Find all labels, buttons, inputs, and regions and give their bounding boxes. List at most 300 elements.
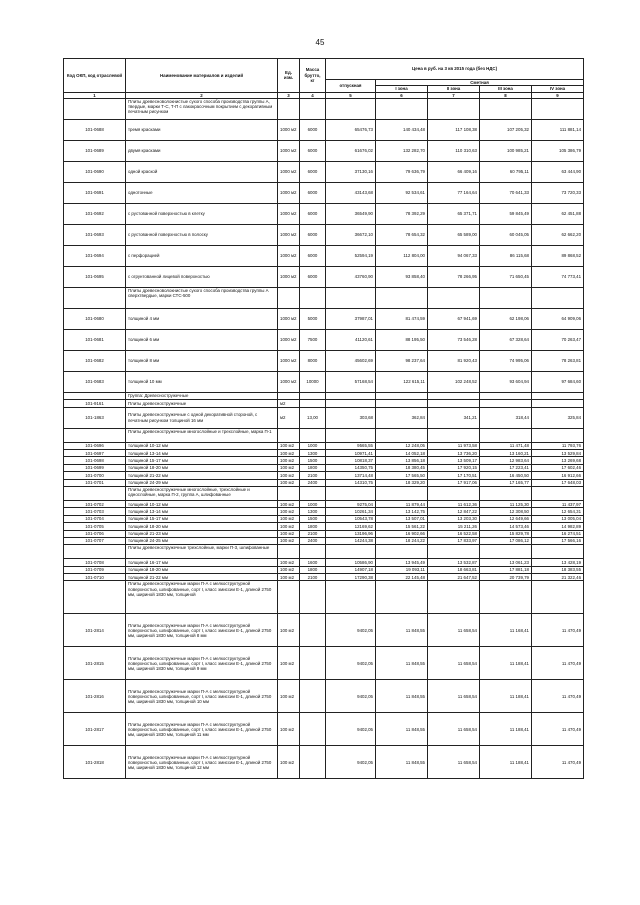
cell-price: 362,84	[376, 407, 428, 428]
cell-code: 101-2815	[64, 647, 126, 680]
cell-price: 303,68	[326, 407, 376, 428]
header-mass: Масса брутто, кг	[300, 59, 326, 93]
cell-price: 11 437,97	[532, 500, 584, 507]
cell-name: однотонные	[126, 182, 278, 203]
cell-price: 18 380,45	[376, 464, 428, 471]
cell-price: 11 658,54	[428, 680, 480, 713]
cell-price: 74 773,41	[532, 266, 584, 287]
cell-empty	[480, 287, 532, 308]
cell-mass: 6000	[300, 245, 326, 266]
cell-unit: м2	[278, 407, 300, 428]
cell-code: 101-0692	[64, 203, 126, 224]
table-row	[64, 472, 584, 479]
cell-price: 14907,18	[326, 566, 376, 573]
cell-unit: 100 м2	[278, 530, 300, 537]
cell-price: 19 093,11	[376, 566, 428, 573]
cell-price: 16 912,66	[532, 472, 584, 479]
cell-name: толщиной 13-14 мм	[126, 450, 278, 457]
cell-empty	[480, 581, 532, 614]
cell-mass: 1000	[300, 442, 326, 449]
cell-unit: 100 м2	[278, 574, 300, 581]
cell-price: 325,84	[532, 407, 584, 428]
cell-price: 13 005,04	[532, 515, 584, 522]
cell-name: толщиной 21-23 мм	[126, 530, 278, 537]
table-row	[64, 574, 584, 581]
cell-price: 18 244,22	[376, 537, 428, 544]
cell-price: 17 565,50	[376, 472, 428, 479]
cell-price: 73 720,33	[532, 182, 584, 203]
cell-code	[64, 581, 126, 614]
cell-price: 43760,90	[326, 266, 376, 287]
cell-price: 132 282,70	[376, 140, 428, 161]
cell-code: 101-0700	[64, 472, 126, 479]
cell-price: 11 471,48	[480, 442, 532, 449]
cell-price: 140 434,48	[376, 119, 428, 140]
cell-unit: 1000 м2	[278, 224, 300, 245]
cell-empty	[428, 287, 480, 308]
cell-price: 14350,75	[326, 464, 376, 471]
cell-name: одной краской	[126, 161, 278, 182]
cell-code: 101-0688	[64, 119, 126, 140]
cell-code: 101-0691	[64, 182, 126, 203]
cell-price: 13 509,17	[428, 457, 480, 464]
cell-price: 86 115,68	[480, 245, 532, 266]
table-row	[64, 614, 584, 647]
cell-code: 101-0698	[64, 457, 126, 464]
cell-mass: 2400	[300, 479, 326, 486]
table-row	[64, 203, 584, 224]
cell-price: 70 263,47	[532, 329, 584, 350]
cell-unit: 100 м2	[278, 472, 300, 479]
cell-price: 17 920,15	[428, 464, 480, 471]
table-row	[64, 392, 584, 399]
cell-mass: 6000	[300, 140, 326, 161]
cell-unit: 1000 м2	[278, 266, 300, 287]
cell-mass: 13,00	[300, 407, 326, 428]
cell-unit: 1000 м2	[278, 308, 300, 329]
cell-price: 67 941,69	[428, 308, 480, 329]
cell-mass: 1000	[300, 500, 326, 507]
cell-empty	[480, 545, 532, 559]
cell-name: толщиной 15-17 мм	[126, 457, 278, 464]
table-row	[64, 457, 584, 464]
col-num: 7	[428, 92, 480, 98]
cell-unit: 1000 м2	[278, 140, 300, 161]
cell-price: 341,21	[428, 407, 480, 428]
cell-code: 101-0696	[64, 442, 126, 449]
cell-price: 111 881,14	[532, 119, 584, 140]
cell-price: 17 223,41	[480, 464, 532, 471]
cell-price: 16 902,66	[376, 530, 428, 537]
cell-empty	[532, 98, 584, 119]
cell-mass: 6000	[300, 266, 326, 287]
cell-price: 100 985,21	[480, 140, 532, 161]
cell-price: 66 409,16	[428, 161, 480, 182]
cell-code: 101-0689	[64, 140, 126, 161]
cell-empty	[278, 392, 300, 399]
col-num: 9	[532, 92, 584, 98]
cell-name: с перфорацией	[126, 245, 278, 266]
cell-name: Плиты древесностружечные марки П-А с мелкоструктурной поверхностью, шлифованные, сорт I, класс эмиссии Е-1, длиной 2750 мм, шириной 1830 мм, толщиной 9 мм	[126, 647, 278, 680]
cell-name: Плиты древесностружечные с одной декоративной стороной, с печатным рисунком толщиной 16 мм	[126, 407, 278, 428]
cell-price: 17290,38	[326, 574, 376, 581]
table-row	[64, 559, 584, 566]
cell-code: 101-0701	[64, 479, 126, 486]
cell-name: с огрунтованной лицевой поверхностью	[126, 266, 278, 287]
cell-price: 16 274,51	[532, 530, 584, 537]
cell-price: 10971,41	[326, 450, 376, 457]
cell-price: 16 522,58	[428, 530, 480, 537]
cell-empty	[376, 581, 428, 614]
cell-name: толщиной 13-14 мм	[126, 508, 278, 515]
cell-name: с рустованной поверхностью в клетку	[126, 203, 278, 224]
cell-price: 89 868,52	[532, 245, 584, 266]
cell-price: 11 125,30	[480, 500, 532, 507]
cell-unit: 100 м2	[278, 464, 300, 471]
cell-price: 63 444,90	[532, 161, 584, 182]
cell-price: 36549,90	[326, 203, 376, 224]
cell-price: 13 428,19	[532, 559, 584, 566]
cell-price: 13 507,01	[376, 515, 428, 522]
cell-name: толщиной 16-17 мм	[126, 559, 278, 566]
cell-empty	[532, 287, 584, 308]
cell-mass: 7500	[300, 329, 326, 350]
cell-price: 9402,05	[326, 647, 376, 680]
table-row	[64, 308, 584, 329]
cell-price: 62 198,06	[480, 308, 532, 329]
cell-mass	[300, 680, 326, 713]
cell-price: 15 829,78	[480, 530, 532, 537]
cell-name: толщиной 6 мм	[126, 329, 278, 350]
cell-name: Плиты древесностружечные марки П-А с мелкоструктурной поверхностью, шлифованные, сорт I, класс эмиссии Е-1, длиной 2750 мм, шириной 1830 мм, толщиной 12 мм	[126, 746, 278, 779]
cell-unit: 100 м2	[278, 566, 300, 573]
cell-empty	[376, 392, 428, 399]
cell-empty	[532, 486, 584, 500]
cell-code	[64, 392, 126, 399]
cell-empty	[480, 400, 532, 407]
cell-unit: 1000 м2	[278, 119, 300, 140]
cell-unit: 1000 м2	[278, 350, 300, 371]
cell-unit: 100 м2	[278, 647, 300, 680]
table-row	[64, 407, 584, 428]
cell-code: 101-0703	[64, 508, 126, 515]
cell-mass	[300, 614, 326, 647]
cell-price: 13 160,21	[480, 450, 532, 457]
cell-code: 101-0693	[64, 224, 126, 245]
cell-price: 22 145,48	[376, 574, 428, 581]
cell-price: 60 795,11	[480, 161, 532, 182]
cell-mass: 10000	[300, 371, 326, 392]
cell-price: 318,44	[480, 407, 532, 428]
cell-empty	[532, 428, 584, 442]
col-num: 2	[126, 92, 278, 98]
cell-unit: 100 м2	[278, 479, 300, 486]
cell-price: 37987,01	[326, 308, 376, 329]
cell-unit: 100 м2	[278, 523, 300, 530]
cell-price: 17 602,46	[532, 464, 584, 471]
table-row	[64, 329, 584, 350]
cell-price: 11 879,44	[376, 500, 428, 507]
cell-price: 65476,73	[326, 119, 376, 140]
cell-price: 59 845,49	[480, 203, 532, 224]
table-row	[64, 140, 584, 161]
cell-empty	[326, 392, 376, 399]
cell-code: 101-0699	[64, 464, 126, 471]
cell-price: 78 266,95	[428, 266, 480, 287]
cell-mass: 6000	[300, 203, 326, 224]
cell-price: 13 142,75	[376, 508, 428, 515]
cell-unit: 100 м2	[278, 515, 300, 522]
cell-price: 16 450,50	[480, 472, 532, 479]
table-row	[64, 266, 584, 287]
cell-unit: 1000 м2	[278, 329, 300, 350]
cell-name: толщиной 4 мм	[126, 308, 278, 329]
group-title-row	[64, 581, 584, 614]
cell-price: 12169,62	[326, 523, 376, 530]
header-price-title: Цена в руб. на 3 кв 2015 года (без НДС)	[326, 59, 584, 80]
cell-price: 52594,19	[326, 245, 376, 266]
cell-name: толщиной 24-29 мм	[126, 479, 278, 486]
cell-code	[64, 98, 126, 119]
cell-empty	[278, 287, 300, 308]
cell-price: 17 648,03	[532, 479, 584, 486]
cell-mass: 5000	[300, 308, 326, 329]
cell-price: 13196,96	[326, 530, 376, 537]
cell-name: толщиной 21-22 мм	[126, 574, 278, 581]
cell-price: 11 188,41	[480, 746, 532, 779]
cell-code: 101-0709	[64, 566, 126, 573]
cell-unit: 100 м2	[278, 537, 300, 544]
table-row	[64, 442, 584, 449]
cell-unit: 1000 м2	[278, 203, 300, 224]
cell-name: толщиной 10 мм	[126, 371, 278, 392]
table-row	[64, 508, 584, 515]
cell-name: Плиты древесностружечные	[126, 400, 278, 407]
group-title: Плиты древесноволокнистые сухого способа производства группы А, твердые, марки Т-С, Т-П с лакокрасочным покрытием с декоративным печатным рисунком	[126, 98, 278, 119]
cell-empty	[428, 486, 480, 500]
cell-price: 11 470,49	[532, 614, 584, 647]
cell-price: 37130,16	[326, 161, 376, 182]
cell-price: 13 269,68	[532, 457, 584, 464]
col-num: 1	[64, 92, 126, 98]
cell-code: 101-0682	[64, 350, 126, 371]
cell-price: 13714,48	[326, 472, 376, 479]
cell-price: 81 474,59	[376, 308, 428, 329]
cell-price: 21 647,52	[428, 574, 480, 581]
col-num: 3	[278, 92, 300, 98]
col-num: 8	[480, 92, 532, 98]
group-title: Плиты древесностружечные многослойные, трехслойные и однослойные, марка П-2, группа А, шлифованные	[126, 486, 278, 500]
cell-price: 36672,10	[326, 224, 376, 245]
table-row	[64, 245, 584, 266]
cell-empty	[326, 486, 376, 500]
cell-price: 41120,61	[326, 329, 376, 350]
cell-price: 107 205,32	[480, 119, 532, 140]
cell-empty	[326, 98, 376, 119]
cell-price: 18 663,81	[428, 566, 480, 573]
cell-price: 21 322,46	[532, 574, 584, 581]
cell-empty	[428, 400, 480, 407]
cell-name: Плиты древесностружечные марки П-А с мелкоструктурной поверхностью, шлифованные, сорт I, класс эмиссии Е-1, длиной 2750 мм, шириной 1830 мм, толщиной 11 мм	[126, 713, 278, 746]
cell-price: 88 195,50	[376, 329, 428, 350]
cell-mass	[300, 746, 326, 779]
table-row	[64, 566, 584, 573]
cell-price: 10586,90	[326, 559, 376, 566]
group-title-row	[64, 486, 584, 500]
cell-code: 101-0681	[64, 329, 126, 350]
table-row	[64, 537, 584, 544]
cell-price: 12 308,50	[480, 508, 532, 515]
cell-unit: 100 м2	[278, 559, 300, 566]
cell-empty	[300, 486, 326, 500]
cell-price: 11 612,36	[428, 500, 480, 507]
cell-price: 71 650,45	[480, 266, 532, 287]
cell-code	[64, 545, 126, 559]
cell-empty	[376, 428, 428, 442]
cell-price: 13 856,18	[376, 457, 428, 464]
cell-code: 101-2817	[64, 713, 126, 746]
cell-price: 10818,37	[326, 457, 376, 464]
cell-price: 70 641,33	[480, 182, 532, 203]
header-otpusk: отпускная	[326, 80, 376, 93]
cell-price: 13 061,23	[480, 559, 532, 566]
cell-name: толщиной 10-12 мм	[126, 442, 278, 449]
cell-price: 11 168,41	[480, 614, 532, 647]
cell-mass: 8000	[300, 350, 326, 371]
cell-empty	[326, 400, 376, 407]
cell-price: 17 086,12	[480, 537, 532, 544]
cell-empty	[428, 98, 480, 119]
cell-price: 78 654,32	[376, 224, 428, 245]
cell-empty	[326, 428, 376, 442]
cell-empty	[532, 392, 584, 399]
cell-mass: 2100	[300, 472, 326, 479]
cell-code: 101-0710	[64, 574, 126, 581]
cell-name: Плиты древесностружечные марки П-А с мелкоструктурной поверхностью, шлифованные, сорт I, класс эмиссии Е-1, длиной 2750 мм, шириной 1830 мм, толщиной 10 мм	[126, 680, 278, 713]
cell-empty	[326, 545, 376, 559]
cell-unit: 100 м2	[278, 680, 300, 713]
cell-price: 14244,38	[326, 537, 376, 544]
cell-price: 12 649,66	[480, 515, 532, 522]
group-title: Плиты древесностружечные трехслойные, марки П-3, шлифованные	[126, 545, 278, 559]
cell-code: 101-0702	[64, 500, 126, 507]
cell-price: 15 211,26	[428, 523, 480, 530]
cell-unit: 100 м2	[278, 713, 300, 746]
group-title: Плиты древесностружечные многослойные и трехслойные, марка П-1	[126, 428, 278, 442]
cell-price: 9275,04	[326, 500, 376, 507]
cell-empty	[278, 428, 300, 442]
cell-price: 45602,69	[326, 350, 376, 371]
cell-price: 11 188,41	[480, 680, 532, 713]
cell-code: 101-0695	[64, 266, 126, 287]
cell-price: 15 561,22	[376, 523, 428, 530]
cell-empty	[428, 545, 480, 559]
cell-empty	[428, 392, 480, 399]
cell-empty	[428, 428, 480, 442]
cell-mass: 6000	[300, 119, 326, 140]
cell-price: 11 973,58	[428, 442, 480, 449]
table-row	[64, 523, 584, 530]
cell-name: двумя красками	[126, 140, 278, 161]
cell-mass: 2400	[300, 537, 326, 544]
cell-price: 98 237,64	[376, 350, 428, 371]
cell-unit: 1000 м2	[278, 161, 300, 182]
cell-price: 17 833,97	[428, 537, 480, 544]
cell-code: 101-0708	[64, 559, 126, 566]
cell-price: 9402,05	[326, 614, 376, 647]
cell-unit: м2	[278, 400, 300, 407]
cell-unit: 100 м2	[278, 450, 300, 457]
header-zone-1: I зона	[376, 86, 428, 92]
cell-price: 11 188,41	[480, 647, 532, 680]
cell-price: 13 532,87	[428, 559, 480, 566]
cell-mass: 6000	[300, 182, 326, 203]
cell-code: 101-0707	[64, 537, 126, 544]
cell-price: 9402,05	[326, 746, 376, 779]
table-row	[64, 746, 584, 779]
table-row	[64, 464, 584, 471]
cell-price: 13 203,30	[428, 515, 480, 522]
table-row	[64, 371, 584, 392]
header-zone-3: III зона	[480, 86, 532, 92]
cell-price: 11 470,49	[532, 746, 584, 779]
cell-mass: 6000	[300, 161, 326, 182]
table-row	[64, 713, 584, 746]
cell-name: толщиной 15-17 мм	[126, 515, 278, 522]
cell-code: 101-0690	[64, 161, 126, 182]
cell-empty	[326, 287, 376, 308]
cell-unit: 100 м2	[278, 442, 300, 449]
cell-price: 65 589,00	[428, 224, 480, 245]
cell-price: 17 170,51	[428, 472, 480, 479]
cell-price: 9402,05	[326, 680, 376, 713]
cell-price: 77 164,64	[428, 182, 480, 203]
cell-empty	[480, 392, 532, 399]
cell-name: толщиной 10-12 мм	[126, 500, 278, 507]
cell-price: 110 310,63	[428, 140, 480, 161]
cell-price: 17 165,77	[480, 479, 532, 486]
cell-empty	[480, 98, 532, 119]
price-table	[63, 58, 584, 779]
cell-price: 12 847,22	[428, 508, 480, 515]
cell-price: 10261,34	[326, 508, 376, 515]
cell-empty	[532, 545, 584, 559]
cell-mass	[300, 647, 326, 680]
cell-price: 73 546,28	[428, 329, 480, 350]
cell-code: 101-9161	[64, 400, 126, 407]
cell-price: 11 848,55	[376, 680, 428, 713]
cell-code: 101-2816	[64, 680, 126, 713]
cell-price: 14310,75	[326, 479, 376, 486]
group-title: Плиты древесностружечные марки П-А с мелкоструктурной поверхностью, шлифованные, сорт I, класс эмиссии Е-1, длиной 2750 мм, шириной 1830 мм, толщиной	[126, 581, 278, 614]
cell-price: 62 451,88	[532, 203, 584, 224]
cell-mass: 1500	[300, 457, 326, 464]
cell-price: 11 793,76	[532, 442, 584, 449]
cell-name: Группа: Древесностружечные	[126, 392, 278, 399]
cell-empty	[278, 486, 300, 500]
cell-price: 12 983,64	[480, 457, 532, 464]
cell-price: 17 566,16	[532, 537, 584, 544]
cell-mass: 1800	[300, 566, 326, 573]
header-code: Код ОКП, код отраслевой	[64, 59, 126, 93]
cell-unit: 100 м2	[278, 457, 300, 464]
cell-price: 12 248,05	[376, 442, 428, 449]
group-title-row	[64, 287, 584, 308]
cell-price: 11 658,54	[428, 647, 480, 680]
cell-name: толщиной 8 мм	[126, 350, 278, 371]
cell-code: 101-2818	[64, 746, 126, 779]
col-num: 5	[326, 92, 376, 98]
